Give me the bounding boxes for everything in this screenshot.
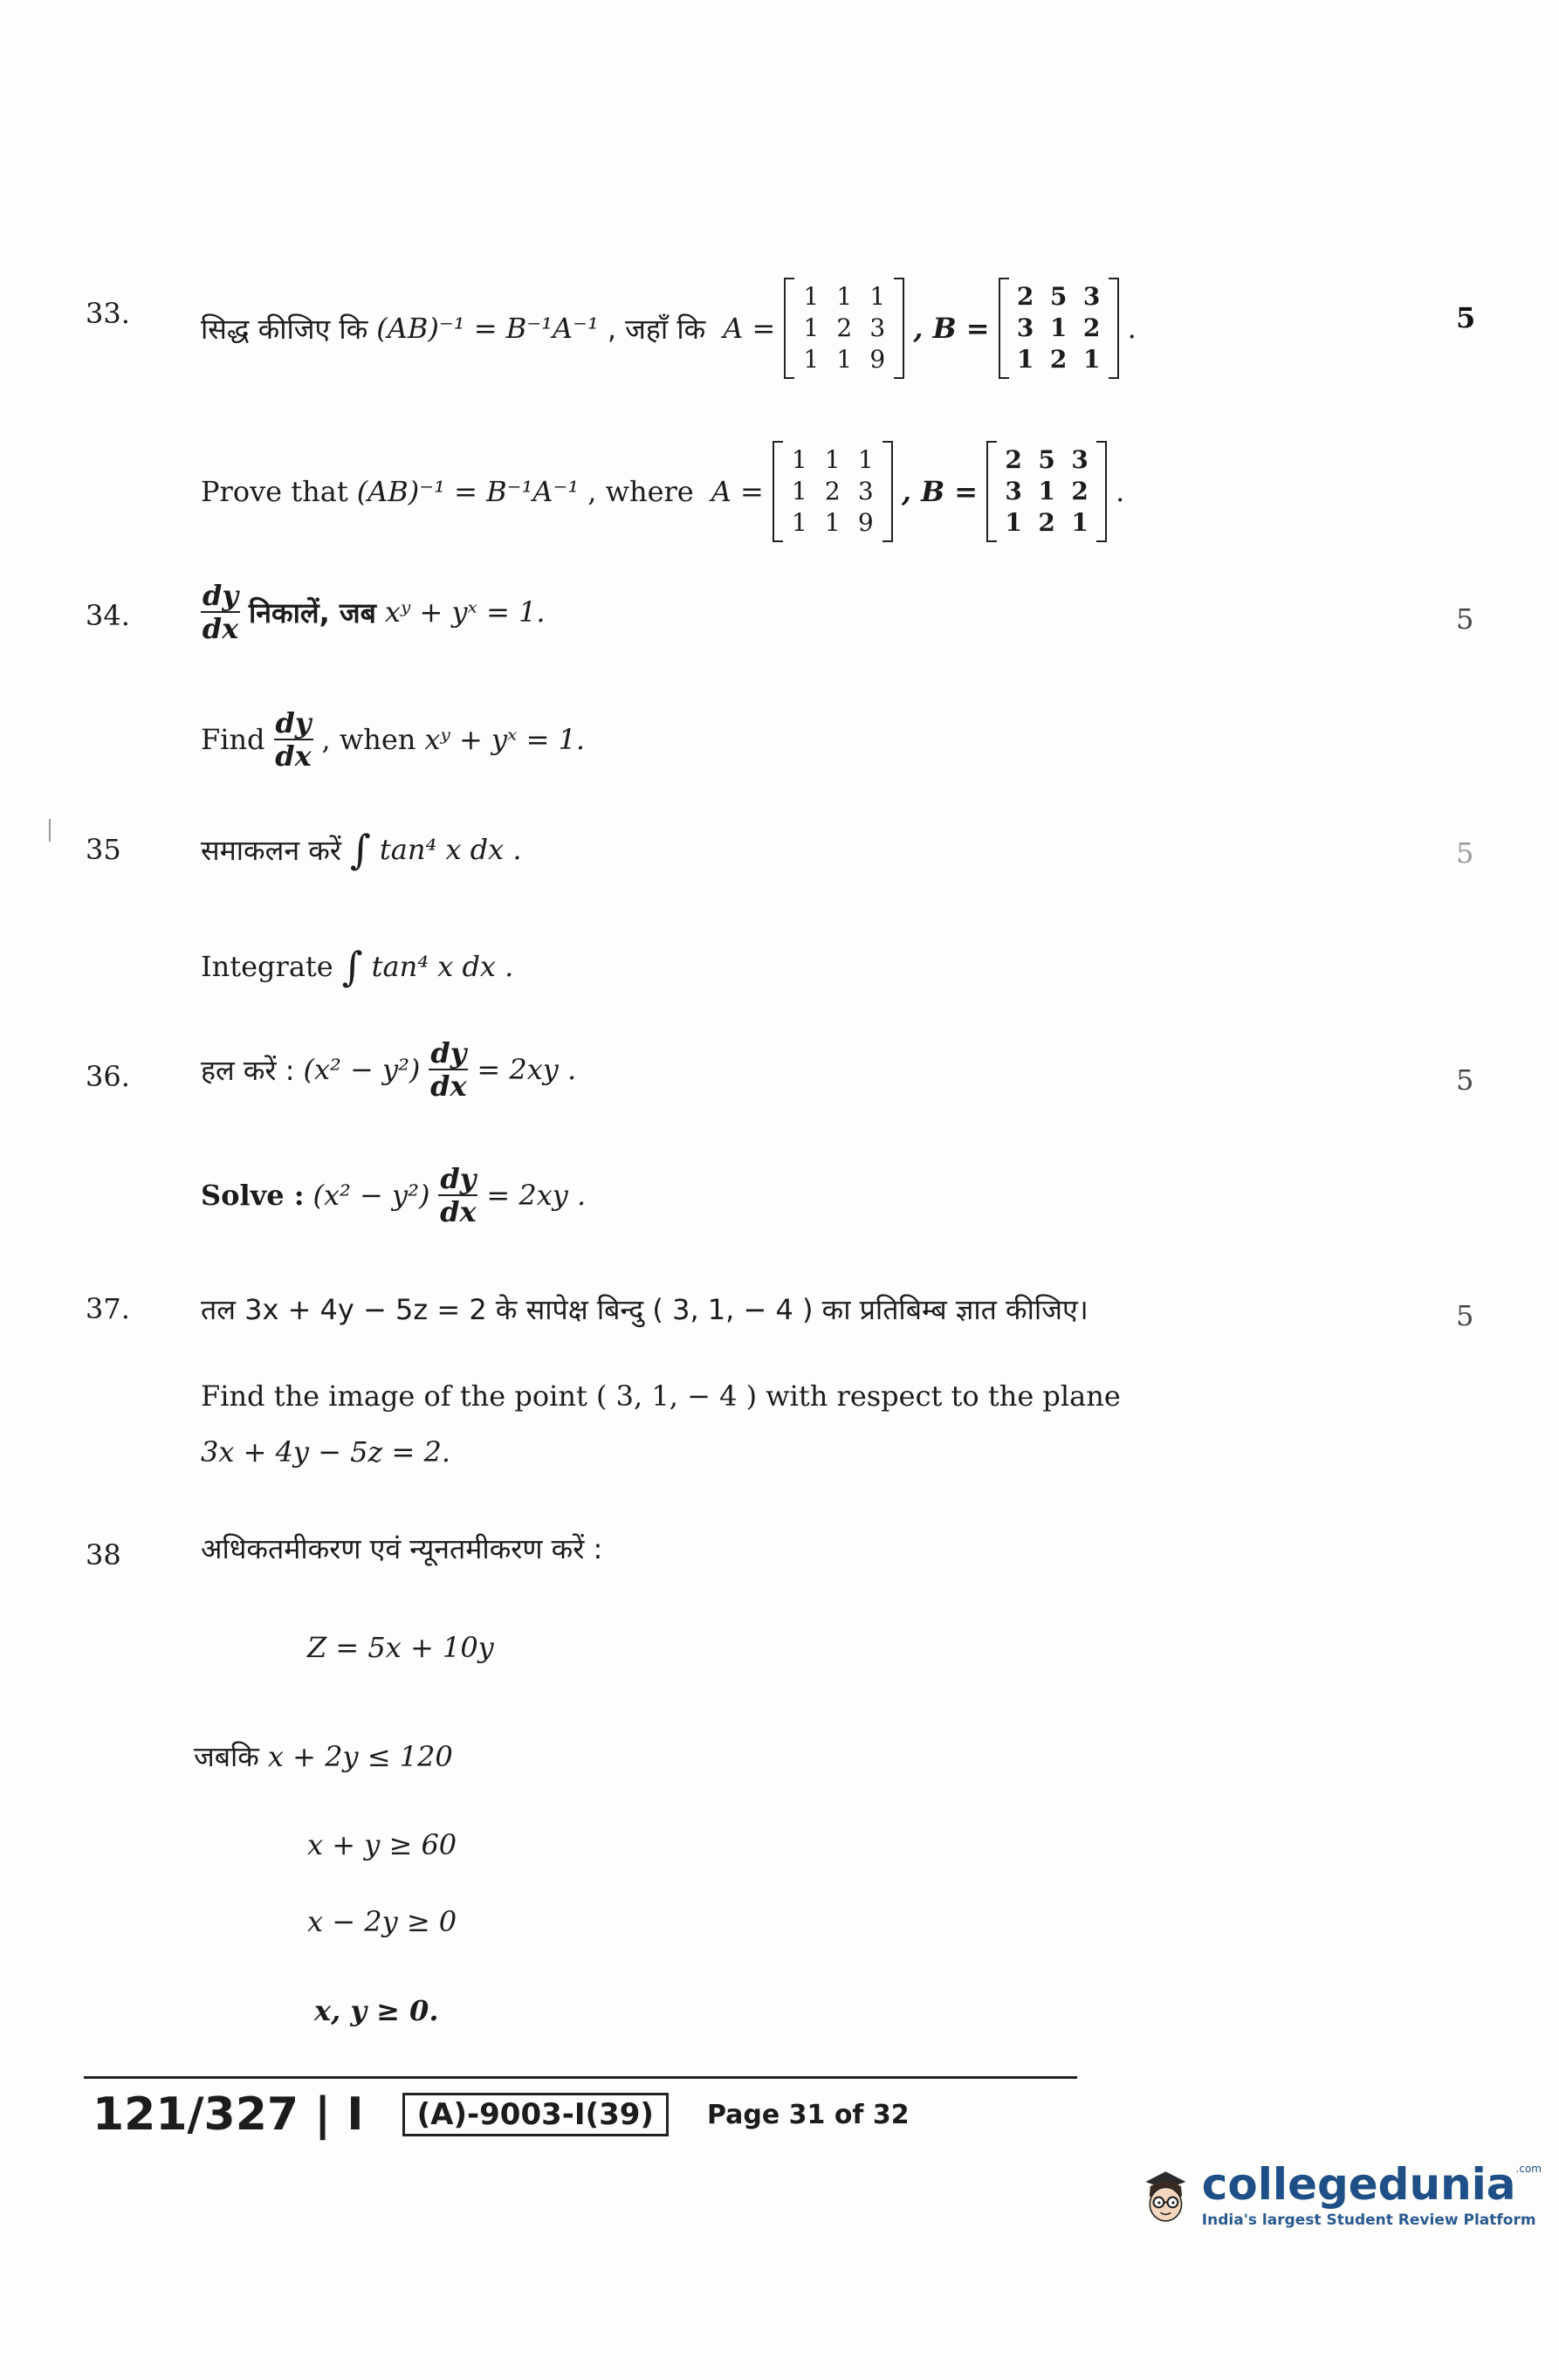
matrix-cell: 1 <box>1049 313 1068 342</box>
matrix-cell: 3 <box>1071 445 1089 474</box>
lhs-expression: (x² − y²) <box>312 1179 430 1212</box>
question-33-english: Prove that (AB)⁻¹ = B⁻¹A⁻¹ , where A = 1 1 1 1 2 3 1 1 9 , B = 2 5 3 3 1 2 1 2 1 . <box>201 441 1124 542</box>
marks: 5 <box>1456 836 1474 870</box>
question-35-hindi <box>201 826 522 873</box>
matrix-cell: 3 <box>857 477 874 506</box>
matrix-cell: 1 <box>824 508 841 537</box>
matrix-cell: 2 <box>1005 445 1022 474</box>
matrix-cell: 1 <box>803 345 820 374</box>
matrix-cell: 3 <box>869 313 886 342</box>
matrix-cell: 1 <box>803 313 820 342</box>
matrix-cell: 1 <box>791 445 807 474</box>
where-text-hindi: , जहाँ कि <box>607 312 706 346</box>
question-text-english: Integrate <box>201 950 333 983</box>
question-33-hindi: सिद्ध कीजिए कि (AB)⁻¹ = B⁻¹A⁻¹ , जहाँ कि A = 1 1 1 1 2 3 1 1 9 , B = 2 5 3 3 1 2 1 2 1 . <box>201 278 1137 379</box>
question-37-english-line-2 <box>201 1435 450 1469</box>
brand-tagline: India's largest Student Review Platform <box>1201 2211 1536 2229</box>
question-number: 36. <box>86 1060 130 1093</box>
question-34-hindi <box>201 581 546 643</box>
matrix-cell: 2 <box>1082 313 1101 342</box>
matrix-cell: 9 <box>857 508 874 537</box>
matrix-cell: 1 <box>791 508 807 537</box>
matrix-cell: 9 <box>869 345 886 374</box>
question-36-english <box>201 1162 587 1228</box>
find-text: Find <box>201 723 265 756</box>
question-36-hindi <box>201 1036 577 1103</box>
matrix-cell: 2 <box>1049 345 1068 374</box>
matrix-cell: 5 <box>1049 282 1068 311</box>
where-text-english: , where <box>587 475 694 508</box>
constraint-row <box>194 1737 453 1775</box>
question-number: 37. <box>86 1292 130 1325</box>
identity-expression: (AB)⁻¹ = B⁻¹A⁻¹ <box>376 312 599 345</box>
question-37-english-line-1 <box>201 1379 1121 1413</box>
constraint-2: x + y ≥ 60 <box>307 1828 457 1861</box>
derivative-fraction: $\frac{dy}{dx}$ <box>440 1162 477 1228</box>
matrix-cell: 1 <box>1071 508 1089 537</box>
constraint-3: x − 2y ≥ 0 <box>307 1905 457 1938</box>
question-number: 35 <box>86 833 121 866</box>
when-text: , when <box>321 723 416 756</box>
question-35-english <box>201 943 513 990</box>
brand-domain: .com <box>1515 2163 1542 2175</box>
question-text-hindi: हल करें : <box>201 1053 295 1087</box>
marks: 5 <box>1456 301 1476 334</box>
matrix-cell: 1 <box>1082 345 1101 374</box>
equation: xʸ + yˣ = 1. <box>384 595 546 629</box>
margin-mark <box>49 819 51 842</box>
matrix-cell: 1 <box>791 477 807 506</box>
derivative-fraction: $\frac{dy}{dx}$ <box>202 579 239 645</box>
integrand: tan⁴ x dx . <box>371 950 514 983</box>
question-text-hindi: समाकलन करें <box>201 833 341 867</box>
matrix-cell: 1 <box>803 282 820 311</box>
matrix-cell: 5 <box>1038 445 1055 474</box>
paper-series-box: (A)-9003-I(39) <box>402 2093 669 2136</box>
matrix-cell: 1 <box>869 282 886 311</box>
question-text-hindi: निकालें, जब <box>248 595 376 629</box>
matrix-cell: 1 <box>824 445 841 474</box>
matrix-cell: 1 <box>857 445 874 474</box>
equation: xʸ + yˣ = 1. <box>424 723 586 756</box>
matrix-cell: 1 <box>1016 345 1034 374</box>
identity-expression: (AB)⁻¹ = B⁻¹A⁻¹ <box>356 475 580 508</box>
question-text-hindi: तल 3x + 4y − 5z = 2 के सापेक्ष बिन्दु ( 3, 1, − 4 ) का प्रतिबिम्ब ज्ञात कीजिए। <box>201 1293 1089 1326</box>
matrix-cell: 2 <box>1071 477 1089 506</box>
lhs-expression: (x² − y²) <box>303 1053 421 1086</box>
plane-equation: 3x + 4y − 5z = 2. <box>201 1435 451 1469</box>
question-number: 38 <box>86 1538 121 1572</box>
matrix-cell: 2 <box>824 477 841 506</box>
matrix-a <box>773 441 893 542</box>
marks: 5 <box>1456 602 1474 636</box>
subject-to-text: जबकि <box>194 1740 259 1773</box>
integral-sign: ∫ <box>341 943 363 990</box>
matrix-cell: 1 <box>1005 508 1022 537</box>
mascot-icon <box>1140 2143 1192 2248</box>
question-number: 34. <box>86 599 130 632</box>
constraint-1: x + 2y ≤ 120 <box>267 1739 453 1773</box>
integrand: tan⁴ x dx . <box>379 833 522 866</box>
paper-code: 121/327 | I <box>93 2088 364 2141</box>
rhs-expression: = 2xy . <box>486 1179 587 1212</box>
objective-function: Z = 5x + 10y <box>307 1631 494 1664</box>
question-37-hindi <box>201 1290 1089 1328</box>
matrix-cell: 3 <box>1082 282 1101 311</box>
question-text-english: Find the image of the point ( 3, 1, − 4 ) with respect to the plane <box>201 1379 1121 1413</box>
matrix-b <box>986 441 1107 542</box>
question-38-hindi <box>201 1530 602 1567</box>
matrix-cell: 2 <box>836 313 853 342</box>
derivative-fraction: $\frac{dy}{dx}$ <box>430 1036 467 1103</box>
question-text-english: Solve : <box>201 1179 305 1212</box>
matrix-cell: 3 <box>1005 477 1022 506</box>
rhs-expression: = 2xy . <box>477 1053 577 1086</box>
page-footer <box>93 2088 910 2141</box>
matrix-b <box>999 278 1119 379</box>
page-number: Page 31 of 32 <box>706 2099 910 2130</box>
footer-rule <box>84 2076 1077 2079</box>
question-34-english <box>201 706 586 773</box>
matrix-cell: 1 <box>836 282 853 311</box>
marks: 5 <box>1456 1063 1474 1097</box>
constraint-4: x, y ≥ 0. <box>314 1994 439 2027</box>
derivative-fraction: $\frac{dy}{dx}$ <box>275 706 312 773</box>
question-text-hindi: अधिकतमीकरण एवं न्यूनतमीकरण करें : <box>201 1532 603 1565</box>
matrix-cell: 1 <box>1038 477 1055 506</box>
matrix-cell: 3 <box>1016 313 1034 342</box>
question-text-english: Prove that <box>201 475 348 508</box>
matrix-cell: 2 <box>1038 508 1055 537</box>
question-text-hindi: सिद्ध कीजिए कि <box>201 312 368 346</box>
brand-name: collegedunia <box>1201 2159 1516 2210</box>
integral-sign: ∫ <box>349 826 371 873</box>
collegedunia-logo <box>1140 2130 1542 2261</box>
matrix-cell: 2 <box>1016 282 1034 311</box>
marks: 5 <box>1456 1299 1474 1332</box>
matrix-cell: 1 <box>836 345 853 374</box>
question-number: 33. <box>86 297 130 330</box>
matrix-a <box>784 278 904 379</box>
